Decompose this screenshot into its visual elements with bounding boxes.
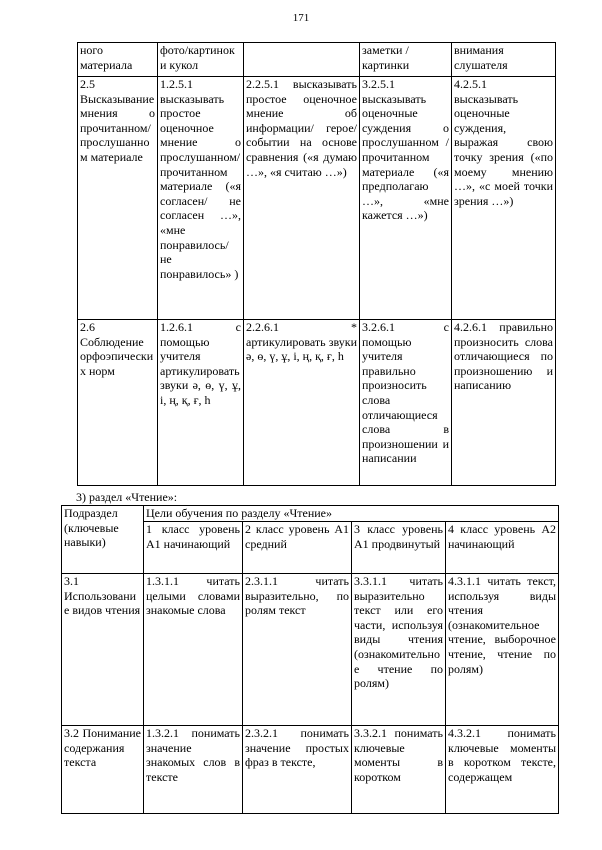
grade-header: 4 класс уровень А2 начинающий xyxy=(446,522,559,574)
table-cell: 2.3.2.1 понимать значение простых фраз в тексте, xyxy=(243,726,352,814)
table-cell: 3.2.5.1 высказывать оценочные суждения о прослушанном / прочитанном материале («я предполагаю …», «мне кажется …») xyxy=(360,77,452,320)
table-cell: 3.2.6.1 с помощью учителя правильно произносить слова отличающиеся слова в произношении и написании xyxy=(360,320,452,486)
table-cell xyxy=(244,43,360,77)
speaking-goals-table xyxy=(77,42,556,486)
table-cell: 1.2.6.1 с помощью учителя артикулировать звуки ә, ө, ү, ұ, і, ң, қ, ғ, һ xyxy=(158,320,244,486)
grade-header: 1 класс уровень А1 начинающий xyxy=(144,522,243,574)
table-header-row xyxy=(62,506,559,522)
table-cell: 2.6 Соблюдение орфоэпических норм xyxy=(78,320,158,486)
table-row xyxy=(78,320,556,486)
section-heading: 3) раздел «Чтение»: xyxy=(76,490,178,504)
table-cell: заметки /картинки xyxy=(360,43,452,77)
table-cell: 4.2.5.1 высказывать оценочные суждения, выражая свою точку зрения («по моему мнению …», «с моей точки зрения …») xyxy=(452,77,556,320)
grade-header: 2 класс уровень А1 средний xyxy=(243,522,352,574)
table-cell: 2.3.1.1 читать выразительно, по ролям текст xyxy=(243,574,352,726)
grade-header: 3 класс уровень А1 продвинутый xyxy=(352,522,446,574)
table-cell: 1.3.2.1 понимать значение знакомых слов в тексте xyxy=(144,726,243,814)
table-row xyxy=(78,43,556,77)
subsection-header: Подраздел (ключевые навыки) xyxy=(62,506,144,574)
table-cell: 1.3.1.1 читать целыми словами знакомые слова xyxy=(144,574,243,726)
table-row xyxy=(78,77,556,320)
table-row xyxy=(62,726,559,814)
table-cell: внимания слушателя xyxy=(452,43,556,77)
table-cell: 4.3.2.1 понимать ключевые моменты в коротком тексте, содержащем xyxy=(446,726,559,814)
table-cell: 3.1 Использование видов чтения xyxy=(62,574,144,726)
page-number: 171 xyxy=(292,12,310,24)
table-cell: 3.3.2.1 понимать ключевые моменты в коротком xyxy=(352,726,446,814)
goals-header: Цели обучения по разделу «Чтение» xyxy=(144,506,559,522)
table-cell: 4.3.1.1 читать текст, используя виды чтения (ознакомительное чтение, выборочное чтение, чтение по ролям) xyxy=(446,574,559,726)
table-cell: 1.2.5.1 высказывать простое оценочное мнение о прослушанном/прочитанном материале («я согласен/ не согласен …», «мне понравилось/ не понравилось» ) xyxy=(158,77,244,320)
table-cell: 4.2.6.1 правильно произносить слова отличающиеся по произношению и написанию xyxy=(452,320,556,486)
reading-goals-table xyxy=(61,505,559,814)
table-cell: 2.5 Высказывание мнения о прочитанном/прослушанном материале xyxy=(78,77,158,320)
table-cell: 2.2.5.1 высказывать простое оценочное мнение об информации/ герое/событии на основе сравнения («я думаю …», «я считаю …») xyxy=(244,77,360,320)
table-cell: фото/картинок и кукол xyxy=(158,43,244,77)
table-cell: 2.2.6.1 * артикулировать звуки ә, ө, ү, ұ, і, ң, қ, ғ, һ xyxy=(244,320,360,486)
table-cell: 3.3.1.1 читать выразительно текст или его части, используя виды чтения (ознакомительное чтение по ролям) xyxy=(352,574,446,726)
table-cell: ного материала xyxy=(78,43,158,77)
table-cell: 3.2 Понимание содержания текста xyxy=(62,726,144,814)
table-row xyxy=(62,574,559,726)
